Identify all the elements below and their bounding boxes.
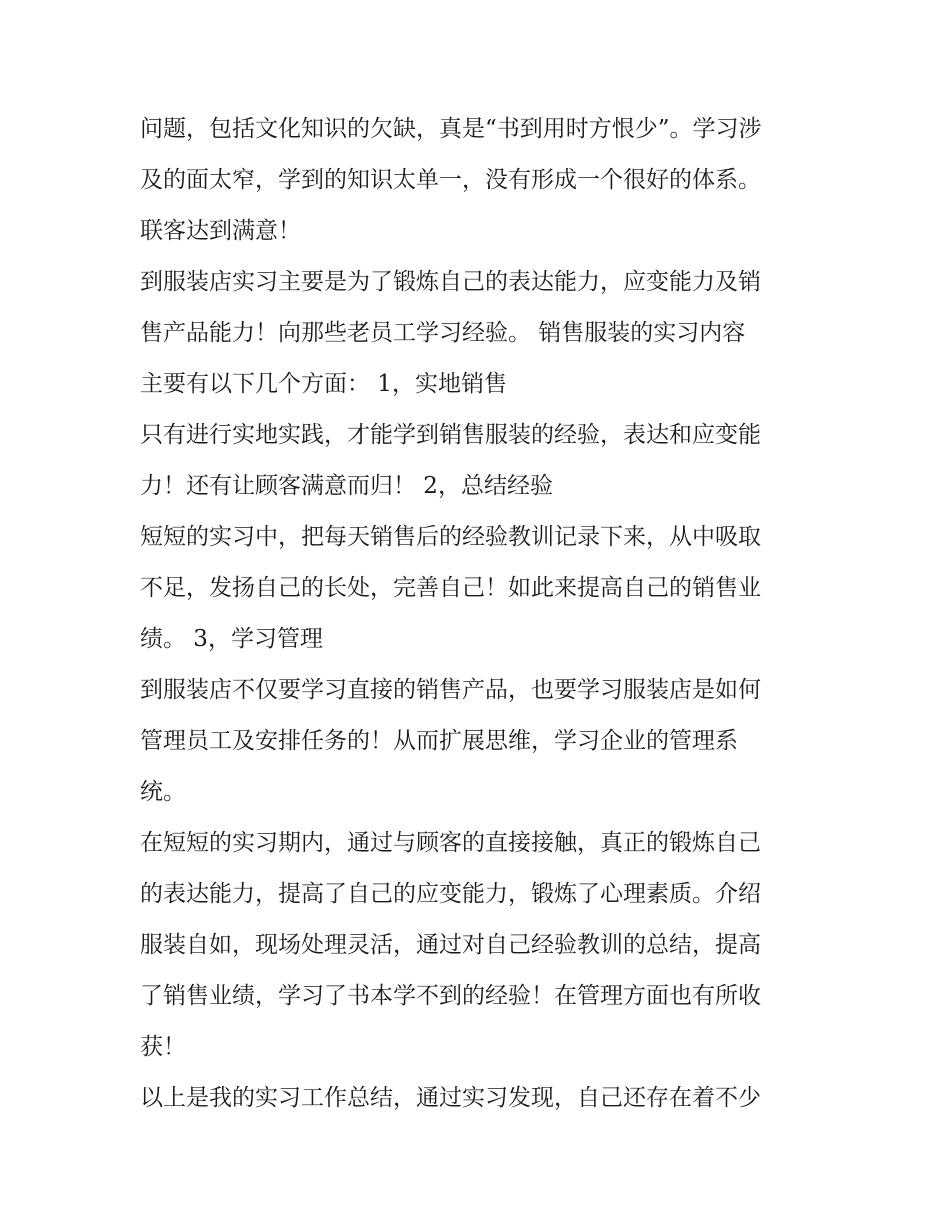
text-line: 绩。 3，学习管理 bbox=[140, 626, 323, 652]
text-line: 力！还有让顾客满意而归！ 2，总结经验 bbox=[140, 473, 553, 499]
text-line: 在短短的实习期内，通过与顾客的直接接触，真正的锻炼自己 bbox=[140, 830, 761, 856]
text-line: 只有进行实地实践，才能学到销售服装的经验，表达和应变能 bbox=[140, 422, 761, 448]
text-line: 服装自如，现场处理灵活，通过对自己经验教训的总结，提高 bbox=[140, 932, 761, 958]
text-line: 及的面太窄，学到的知识太单一，没有形成一个很好的体系。 bbox=[140, 167, 761, 193]
text-line: 的表达能力，提高了自己的应变能力，锻炼了心理素质。介绍 bbox=[140, 881, 761, 907]
text-line: 联客达到满意！ bbox=[140, 218, 301, 244]
text-line: 主要有以下几个方面： 1，实地销售 bbox=[140, 371, 507, 397]
text-line: 售产品能力！向那些老员工学习经验。 销售服装的实习内容 bbox=[140, 320, 746, 346]
text-line: 获！ bbox=[140, 1034, 186, 1060]
document-body bbox=[140, 104, 820, 1124]
text-line: 统。 bbox=[140, 779, 186, 805]
text-line: 不足，发扬自己的长处，完善自己！如此来提高自己的销售业 bbox=[140, 575, 761, 601]
text-line: 到服装店不仅要学习直接的销售产品，也要学习服装店是如何 bbox=[140, 677, 761, 703]
text-line: 以上是我的实习工作总结，通过实习发现，自己还存在着不少 bbox=[140, 1085, 761, 1111]
text-line: 到服装店实习主要是为了锻炼自己的表达能力，应变能力及销 bbox=[140, 269, 761, 295]
text-line: 问题，包括文化知识的欠缺，真是“书到用时方恨少”。学习涉 bbox=[140, 116, 762, 142]
text-line: 管理员工及安排任务的！从而扩展思维，学习企业的管理系 bbox=[140, 728, 738, 754]
text-line: 短短的实习中，把每天销售后的经验教训记录下来，从中吸取 bbox=[140, 524, 761, 550]
text-line: 了销售业绩，学习了书本学不到的经验！在管理方面也有所收 bbox=[140, 983, 761, 1009]
